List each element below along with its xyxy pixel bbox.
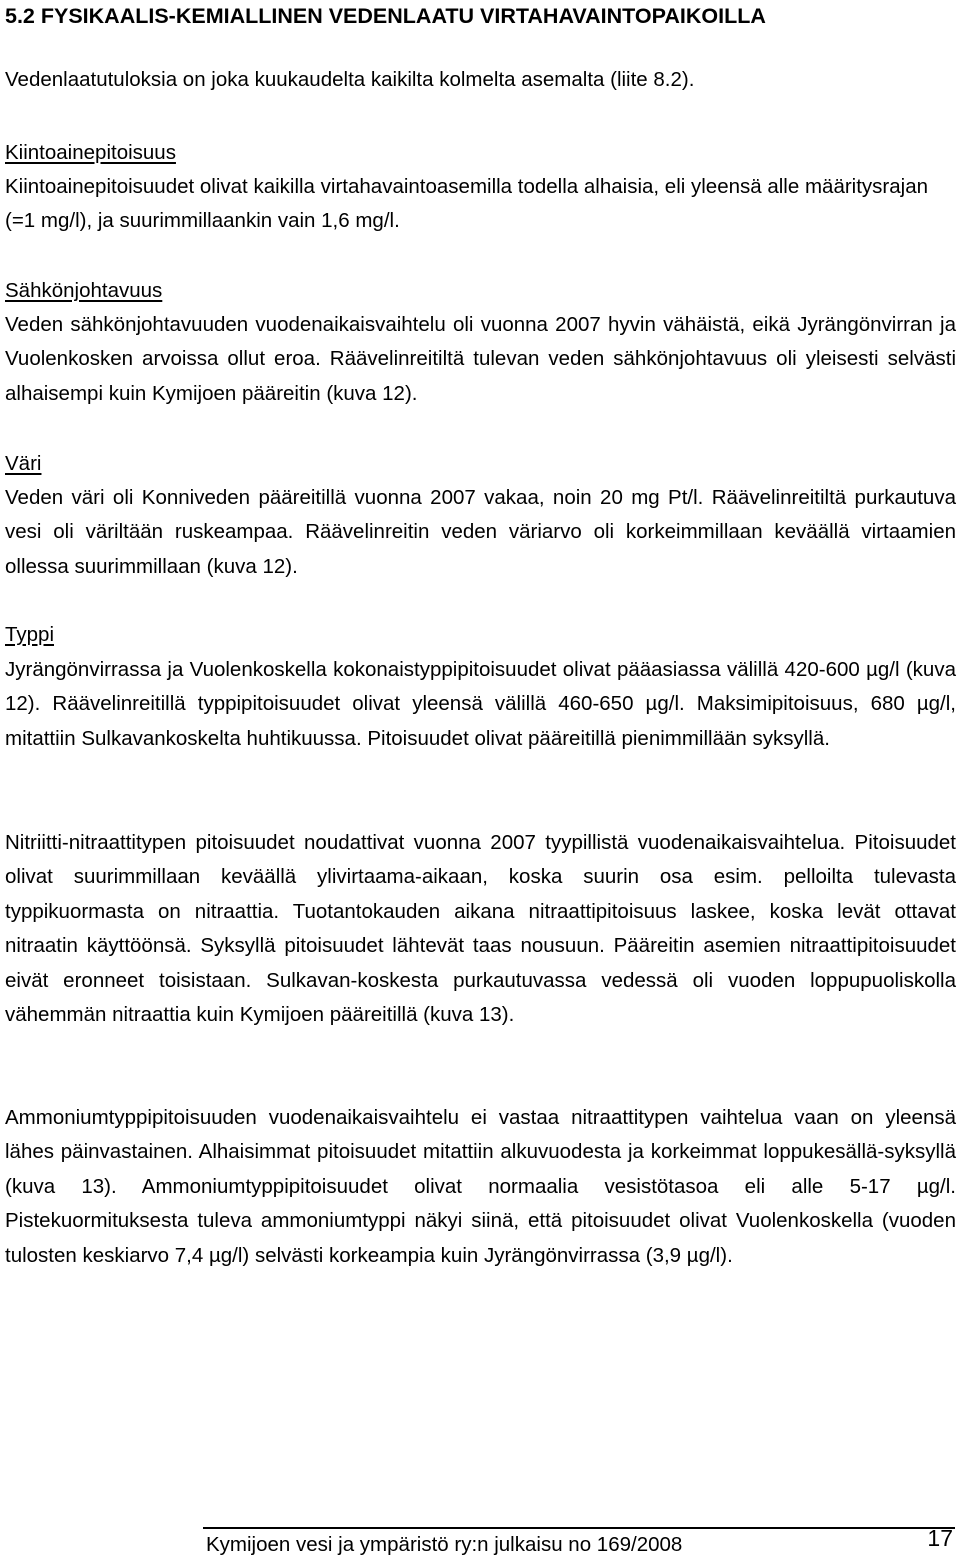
subheading-sahkonjohtavuus: Sähkönjohtavuus	[5, 279, 163, 302]
paragraph-nitrate: Nitriitti-nitraattitypen pitoisuudet noudattivat vuonna 2007 tyypillistä vuodenaikaisvaihtelua. Pitoisuudet olivat suurimmillaan keväällä ylivirtaama-aikaan, koska suurin osa esim. pelloilta tulevasta typpikuormasta on nitraattia. Tuotantokauden aikana nitraattipitoisuus laskee, koska levät ottavat nitraatin käyttöönsä. Syksyllä pitoisuudet lähtevät taas nousuun. Pääreitin asemien nitraattipitoisuudet eivät eronneet toisistaan. Sulkavan-koskesta purkautuvassa vedessä oli vuoden loppupuoliskolla vähemmän nitraattia kuin Kymijoen pääreitillä (kuva 13).	[5, 831, 956, 1027]
footer-divider	[203, 1527, 955, 1529]
subheading-typpi: Typpi	[5, 623, 54, 646]
footer-publication: Kymijoen vesi ja ympäristö ry:n julkaisu no 169/2008	[206, 1533, 683, 1556]
subheading-kiintoaine: Kiintoainepitoisuus	[5, 141, 176, 164]
section-heading: 5.2 FYSIKAALIS-KEMIALLINEN VEDENLAATU VIRTAHAVAINTOPAIKOILLA	[5, 4, 766, 28]
page-number: 17	[927, 1525, 953, 1551]
paragraph-typpi: Jyrängönvirrassa ja Vuolenkoskella kokonaistyppipitoisuudet olivat pääasiassa välillä 420-600 µg/l (kuva 12). Räävelinreitillä typpipitoisuudet olivat yleensä välillä 460-650 µg/l. Maksimipitoisuus, 680 µg/l, mitattiin Sulkavankoskelta huhtikuussa. Pitoisuudet olivat pääreitillä pienimmillään syksyllä.	[5, 658, 956, 750]
paragraph-ammonium: Ammoniumtyppipitoisuuden vuodenaikaisvaihtelu ei vastaa nitraattitypen vaihtelua vaan on yleensä lähes päinvastainen. Alhaisimmat pitoisuudet mitattiin alkuvuodesta ja korkeimmat loppukesällä-syksyllä (kuva 13). Ammoniumtyppipitoisuudet olivat normaalia vesistötasoa eli alle 5-17 µg/l. Pistekuormituksesta tuleva ammoniumtyppi näkyi siinä, että pitoisuudet olivat Vuolenkoskella (vuoden tulosten keskiarvo 7,4 µg/l) selvästi korkeampia kuin Jyrängönvirrassa (3,9 µg/l).	[5, 1106, 956, 1267]
subheading-vari: Väri	[5, 452, 42, 475]
intro-paragraph: Vedenlaatutuloksia on joka kuukaudelta kaikilta kolmelta asemalta (liite 8.2).	[5, 68, 695, 91]
paragraph-sahkonjohtavuus: Veden sähkönjohtavuuden vuodenaikaisvaihtelu oli vuonna 2007 hyvin vähäistä, eikä Jyrängönvirran ja Vuolenkosken arvoissa ollut eroa. Räävelinreitiltä tulevan veden sähkönjohtavuus oli yleisesti selvästi alhaisempi kuin Kymijoen pääreitin (kuva 12).	[5, 313, 956, 405]
paragraph-kiintoaine: Kiintoainepitoisuudet olivat kaikilla virtahavaintoasemilla todella alhaisia, eli yleensä alle määritysrajan (=1 mg/l), ja suurimmillaankin vain 1,6 mg/l.	[5, 175, 929, 233]
paragraph-vari: Veden väri oli Konniveden pääreitillä vuonna 2007 vakaa, noin 20 mg Pt/l. Räävelinreitiltä purkautuva vesi oli väriltään ruskeampaa. Räävelinreitin veden väriarvo oli korkeimmillaan keväällä virtaamien ollessa suurimmillaan (kuva 12).	[5, 486, 956, 578]
